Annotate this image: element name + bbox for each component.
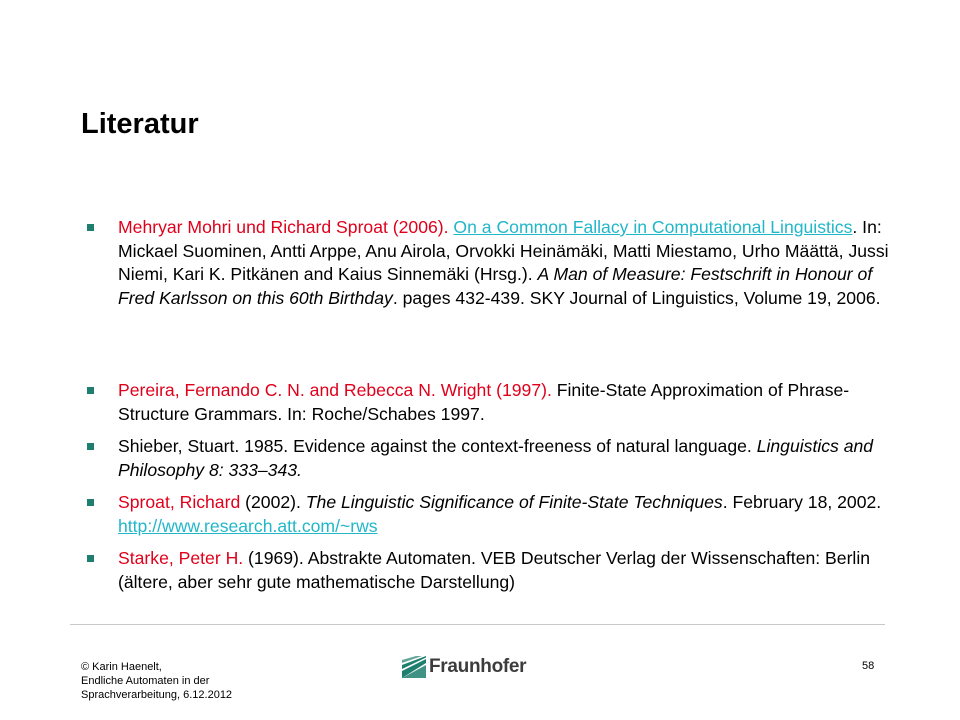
footer-line-3: Sprachverarbeitung, 6.12.2012 (81, 689, 233, 701)
reference-link[interactable]: http://www.research.att.com/~rws (118, 515, 378, 536)
bullet-icon (87, 387, 94, 394)
bullet-icon (87, 224, 94, 231)
footer-line-2: Endliche Automaten in der (81, 675, 210, 687)
reference-title: Linguistics and Philosophy 8: 333–343. (118, 436, 874, 480)
reference-title: A Man of Measure: Festschrift in Honour of Fred Karlsson on this 60th Birthday (118, 264, 873, 308)
reference-title: The Linguistic Significance of Finite-State Techniques (305, 492, 723, 512)
bullet-icon (87, 499, 94, 506)
bullet-icon (87, 555, 94, 562)
bullet-icon (87, 443, 94, 450)
reference-author: Starke, Peter H. (118, 548, 244, 568)
reference-author: Sproat, Richard (118, 492, 241, 512)
logo-wordmark: Fraunhofer (429, 656, 527, 677)
slide-title: Literatur (81, 108, 199, 140)
reference-text: (1969). Abstrakte Automaten. VEB Deutscher Verlag der Wissenschaften: Berlin (ältere, aber sehr gute mathematische Darstellung) (118, 548, 871, 592)
fraunhofer-logo-icon (402, 656, 426, 678)
fraunhofer-logo (402, 655, 526, 679)
reference-text: Shieber, Stuart. 1985. Evidence against the context-freeness of natural language. (118, 436, 757, 456)
page-number: 58 (862, 660, 875, 672)
reference-text: (2002). (240, 492, 306, 512)
reference-author: Mehryar Mohri und Richard Sproat (2006). (118, 217, 449, 237)
reference-item-starke (118, 547, 898, 594)
reference-item-shieber (118, 435, 898, 482)
reference-link[interactable]: On a Common Fallacy in Computational Linguistics (453, 217, 853, 237)
footer-line-1: © Karin Haenelt, (81, 661, 162, 673)
reference-text: . February 18, 2002. (722, 492, 882, 512)
reference-item-pereira (118, 379, 898, 426)
reference-author: Pereira, Fernando C. N. and Rebecca N. Wright (1997). (118, 380, 552, 400)
reference-text: . In: Mickael Suominen, Antti Arppe, Anu Airola, Orvokki Heinämäki, Matti Miestamo, Urho Määttä, Jussi Niemi, Kari K. Pitkänen and Kaius Sinnemäki (Hrsg.). (118, 217, 889, 284)
reference-text: . pages 432-439. SKY Journal of Linguistics, Volume 19, 2006. (392, 287, 881, 308)
footer-copyright (81, 660, 232, 702)
footer-divider (70, 624, 885, 625)
reference-text: Finite-State Approximation of Phrase-Structure Grammars. In: Roche/Schabes 1997. (118, 380, 850, 424)
reference-item-sproat (118, 491, 898, 538)
reference-item-mohri (118, 216, 898, 310)
